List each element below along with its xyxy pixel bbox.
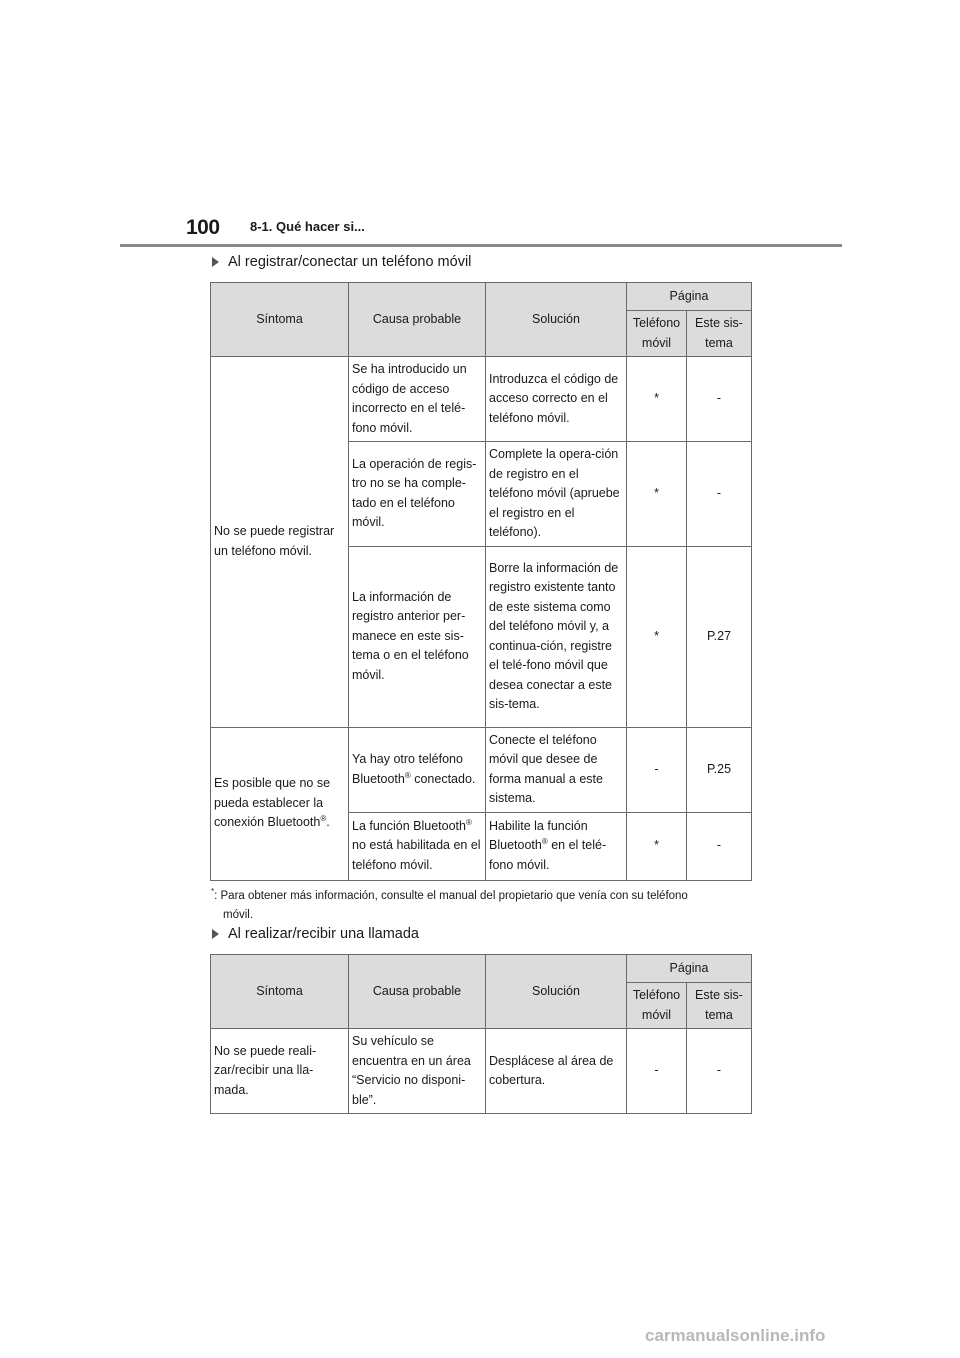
- col-page: Página: [627, 955, 752, 983]
- col-symptom: Síntoma: [211, 955, 349, 1029]
- footnote-text-2: móvil.: [223, 908, 254, 921]
- col-solution: Solución: [486, 955, 627, 1029]
- footnote: [211, 882, 756, 925]
- section-title: 8-1. Qué hacer si...: [250, 219, 365, 234]
- header-rule: [120, 244, 842, 247]
- system-page-cell: -: [687, 357, 752, 442]
- table-registration: [210, 282, 752, 881]
- watermark: carmanualsonline.info: [645, 1326, 826, 1345]
- cause-cell: Se ha introducido un código de acceso incorrecto en el telé-fono móvil.: [349, 357, 486, 442]
- col-phone: Teléfono móvil: [627, 311, 687, 357]
- col-cause: Causa probable: [349, 955, 486, 1029]
- table-row: [211, 357, 752, 442]
- phone-page-cell: *: [627, 546, 687, 727]
- subhead-call: [212, 926, 419, 942]
- system-page-cell: P.27: [687, 546, 752, 727]
- symptom-cell: No se puede registrar un teléfono móvil.: [211, 357, 349, 728]
- phone-page-cell: *: [627, 812, 687, 880]
- subhead-registration-text: Al registrar/conectar un teléfono móvil: [228, 254, 472, 270]
- col-phone: Teléfono móvil: [627, 983, 687, 1029]
- footnote-text: : Para obtener más información, consulte el manual del propietario que venía con su teléfono: [214, 889, 688, 902]
- system-page-cell: P.25: [687, 727, 752, 812]
- solution-cell: Introduzca el código de acceso correcto en el teléfono móvil.: [486, 357, 627, 442]
- solution-cell: Habilite la función Bluetooth® en el telé-fono móvil.: [486, 812, 627, 880]
- footnote-mark: *: [211, 887, 215, 896]
- cause-cell: Su vehículo se encuentra en un área “Servicio no disponi-ble”.: [349, 1029, 486, 1114]
- solution-cell: Borre la información de registro existente tanto de este sistema como del teléfono móvil y, a continua-ción, registre el telé-fono móvil que desea conectar a este sis-tema.: [486, 546, 627, 727]
- subhead-call-text: Al realizar/recibir una llamada: [228, 926, 419, 942]
- cause-cell: La información de registro anterior per-manece en este sis-tema o en el teléfono móvil.: [349, 546, 486, 727]
- phone-page-cell: -: [627, 727, 687, 812]
- system-page-cell: -: [687, 1029, 752, 1114]
- col-system: Este sis-tema: [687, 311, 752, 357]
- solution-cell: Conecte el teléfono móvil que desee de forma manual a este sistema.: [486, 727, 627, 812]
- page-number: 100: [186, 216, 220, 239]
- col-page: Página: [627, 283, 752, 311]
- col-solution: Solución: [486, 283, 627, 357]
- system-page-cell: -: [687, 442, 752, 547]
- symptom-cell: Es posible que no se pueda establecer la conexión Bluetooth®.: [211, 727, 349, 880]
- subhead-registration: [212, 254, 471, 270]
- col-cause: Causa probable: [349, 283, 486, 357]
- symptom-cell: No se puede reali-zar/recibir una lla-mada.: [211, 1029, 349, 1114]
- cause-cell: Ya hay otro teléfono Bluetooth® conectado.: [349, 727, 486, 812]
- table-call: [210, 954, 752, 1114]
- col-symptom: Síntoma: [211, 283, 349, 357]
- col-system: Este sis-tema: [687, 983, 752, 1029]
- arrow-right-icon: [212, 257, 219, 267]
- phone-page-cell: *: [627, 357, 687, 442]
- solution-cell: Desplácese al área de cobertura.: [486, 1029, 627, 1114]
- cause-cell: La función Bluetooth® no está habilitada en el teléfono móvil.: [349, 812, 486, 880]
- solution-cell: Complete la opera-ción de registro en el teléfono móvil (apruebe el registro en el teléfono).: [486, 442, 627, 547]
- arrow-right-icon: [212, 929, 219, 939]
- cause-cell: La operación de regis-tro no se ha comple-tado en el teléfono móvil.: [349, 442, 486, 547]
- system-page-cell: -: [687, 812, 752, 880]
- phone-page-cell: *: [627, 442, 687, 547]
- table-row: [211, 727, 752, 812]
- table-row: [211, 1029, 752, 1114]
- phone-page-cell: -: [627, 1029, 687, 1114]
